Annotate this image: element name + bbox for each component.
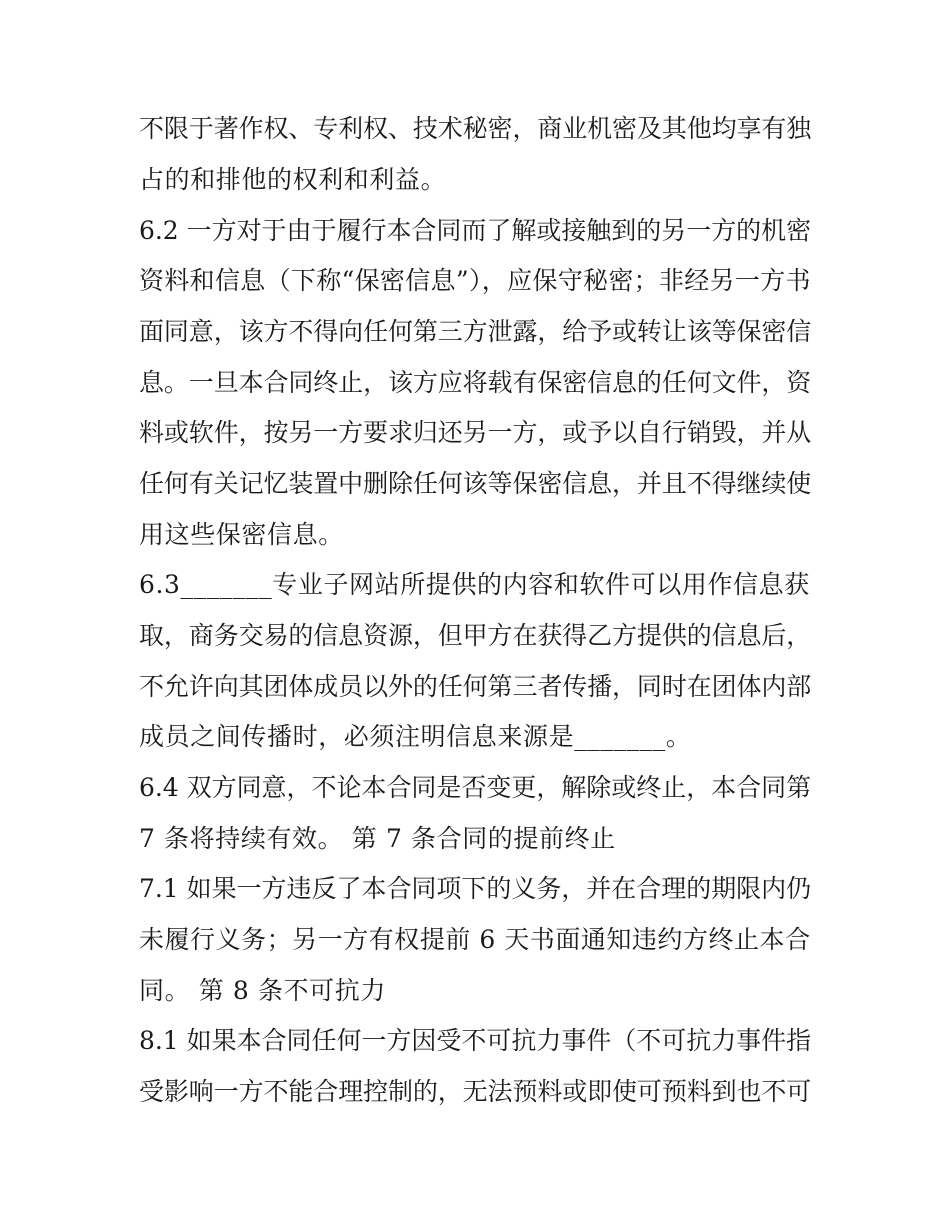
text-line: 6.4 双方同意，不论本合同是否变更，解除或终止，本合同第 xyxy=(139,773,812,802)
text-line: 不允许向其团体成员以外的任何第三者传播，同时在团体内部 xyxy=(139,672,812,701)
text-line: 占的和排他的权利和利益。 xyxy=(139,165,447,194)
text-line: 6.3_______专业子网站所提供的内容和软件可以用作信息获 xyxy=(139,570,810,599)
text-line: 受影响一方不能合理控制的，无法预料或即使可预料到也不可 xyxy=(139,1077,812,1106)
text-line: 息。一旦本合同终止，该方应将载有保密信息的任何文件，资 xyxy=(139,368,812,397)
text-line: 任何有关记忆装置中删除任何该等保密信息，并且不得继续使 xyxy=(139,469,812,498)
text-line: 同。 第 8 条不可抗力 xyxy=(139,976,386,1005)
text-line: 用这些保密信息。 xyxy=(139,520,344,549)
text-line: 6.2 一方对于由于履行本合同而了解或接触到的另一方的机密 xyxy=(139,216,812,245)
text-line: 8.1 如果本合同任何一方因受不可抗力事件（不可抗力事件指 xyxy=(139,1026,812,1055)
text-line: 未履行义务；另一方有权提前 6 天书面通知违约方终止本合 xyxy=(139,925,811,954)
text-line: 7 条将持续有效。 第 7 条合同的提前终止 xyxy=(139,824,616,853)
text-line: 取，商务交易的信息资源，但甲方在获得乙方提供的信息后， xyxy=(139,621,812,650)
text-line: 不限于著作权、专利权、技术秘密，商业机密及其他均享有独 xyxy=(139,114,812,143)
text-line: 资料和信息（下称“保密信息”），应保守秘密；非经另一方书 xyxy=(139,266,811,295)
text-line: 7.1 如果一方违反了本合同项下的义务，并在合理的期限内仍 xyxy=(139,874,812,903)
text-line: 成员之间传播时，必须注明信息来源是_______。 xyxy=(139,722,692,751)
text-line: 面同意，该方不得向任何第三方泄露，给予或转让该等保密信 xyxy=(139,317,812,346)
text-line: 料或软件，按另一方要求归还另一方，或予以自行销毁，并从 xyxy=(139,418,812,447)
